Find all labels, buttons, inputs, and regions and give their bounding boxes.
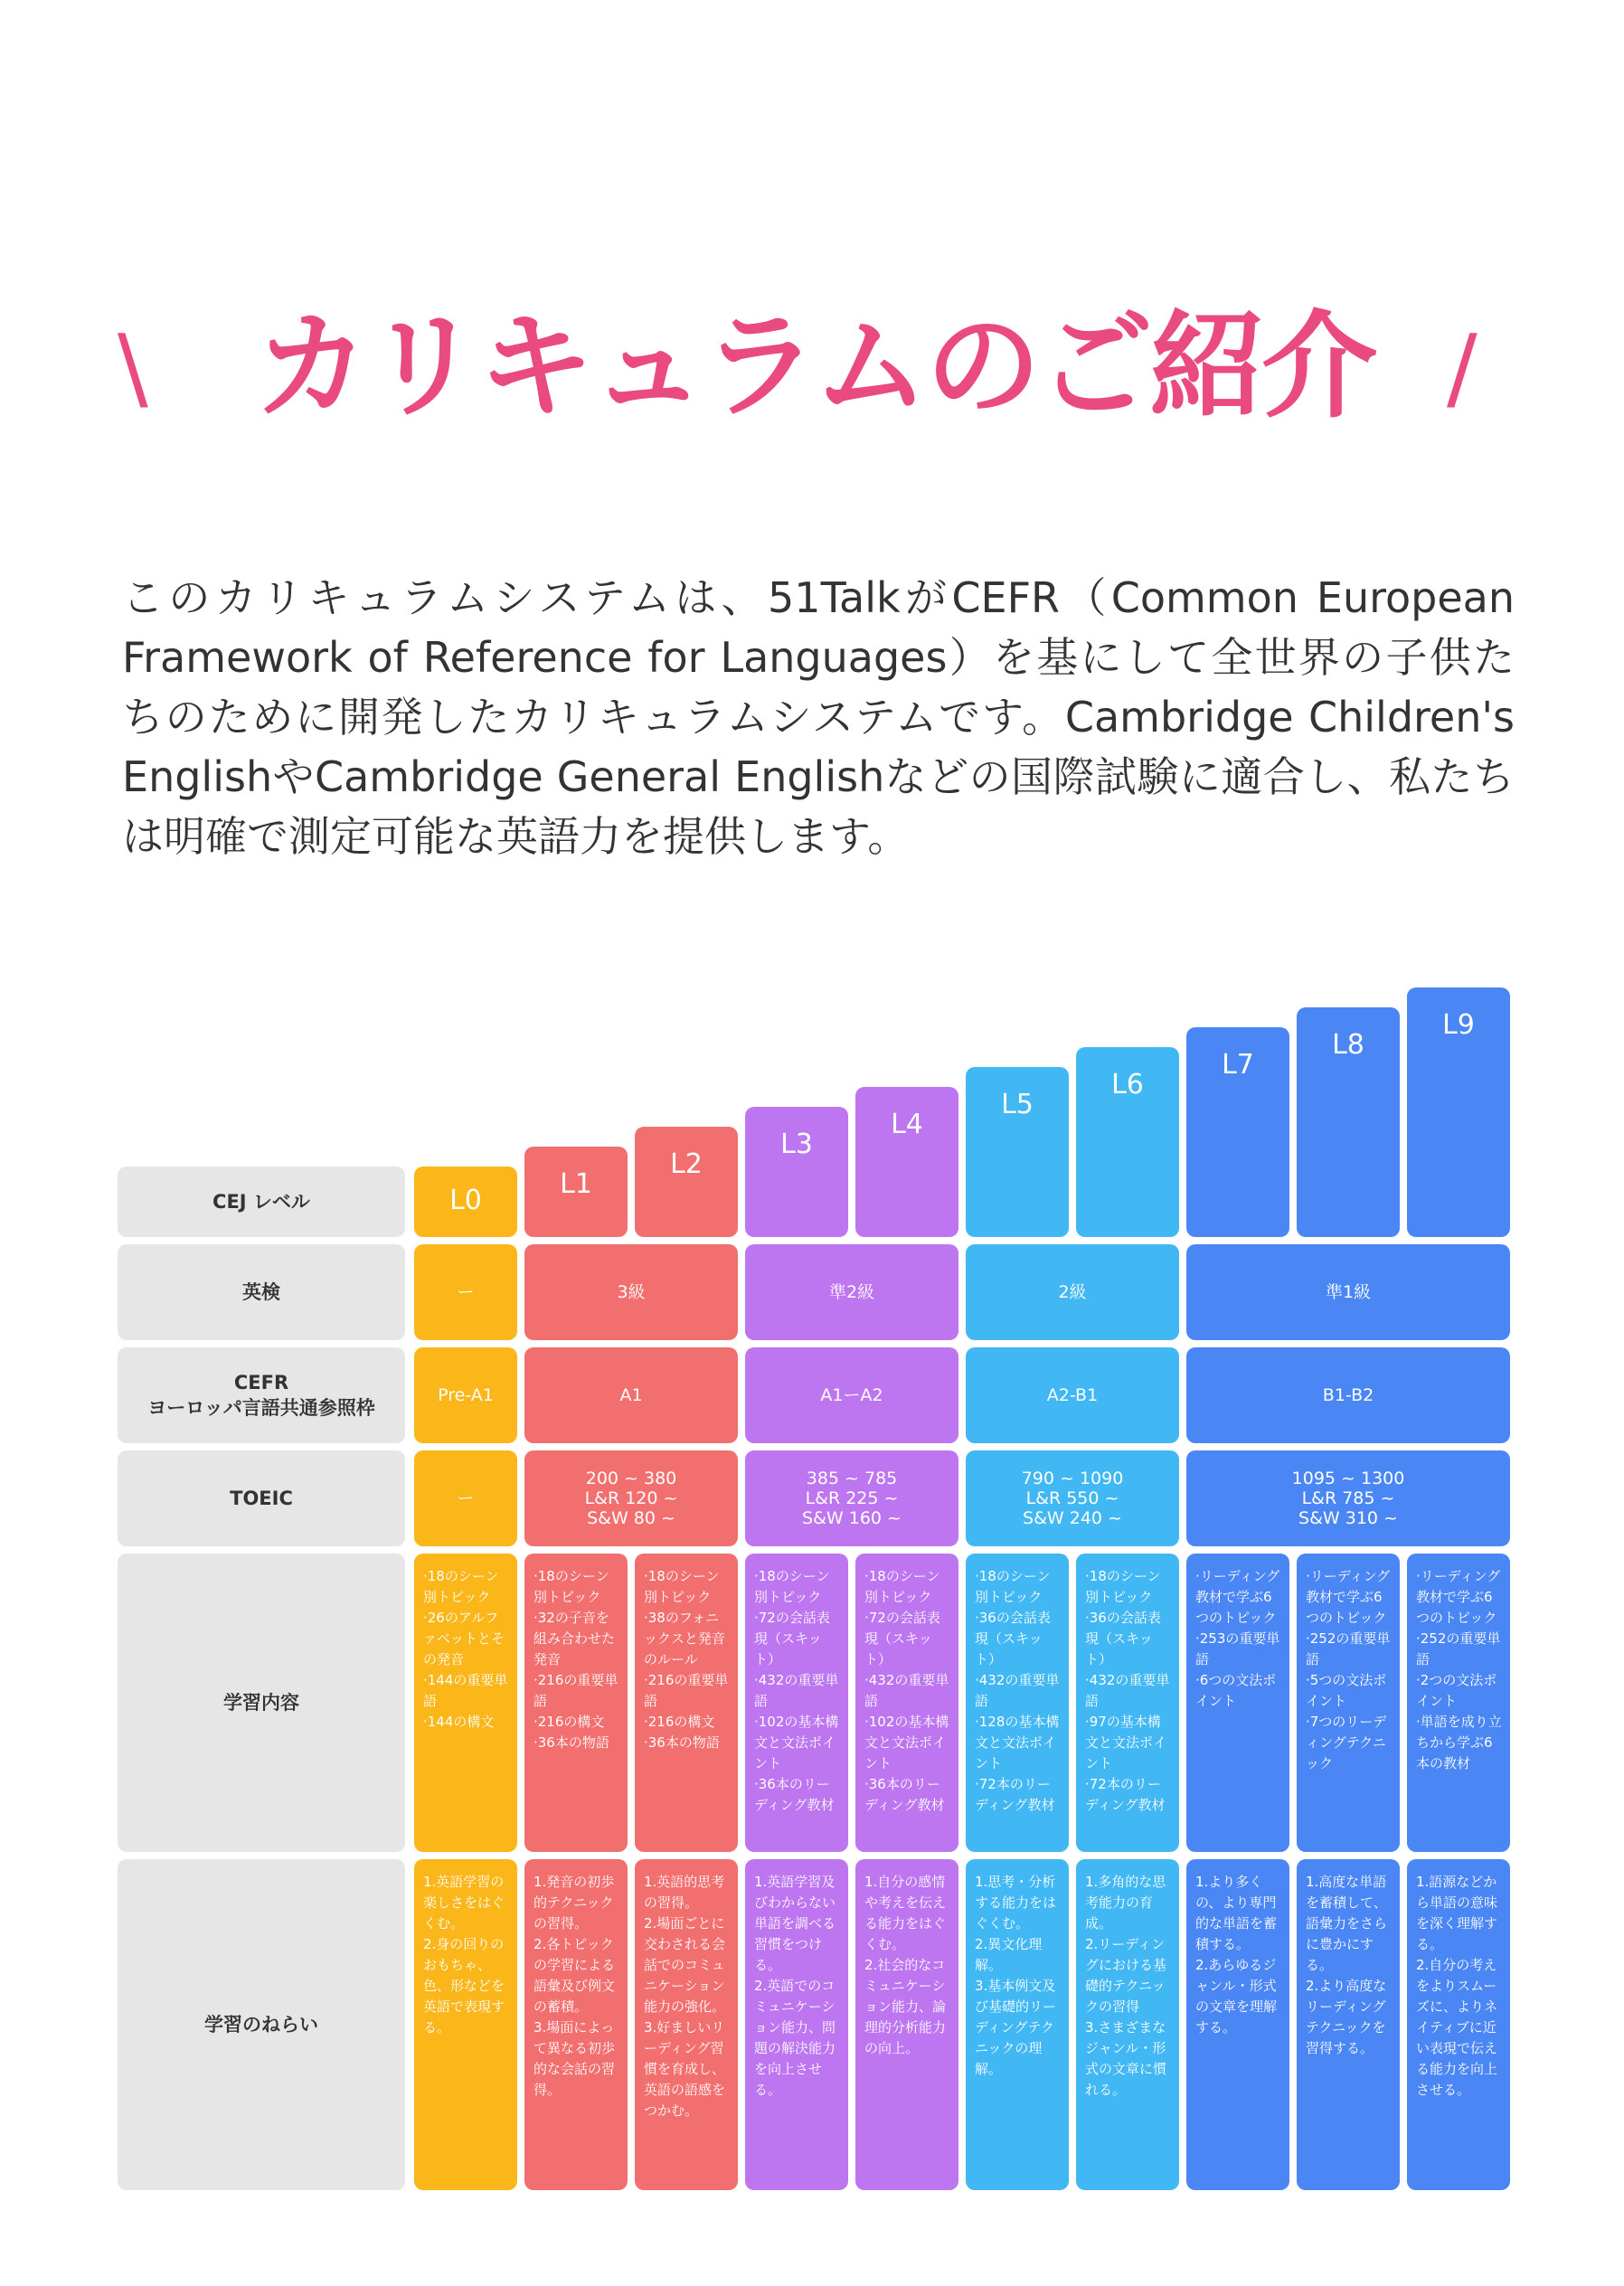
goal-cell-l2: 1.英語的思考の習得。 2.場面ごとに交わされる会話でのコミュニケーション能力の強化。 3.好ましいリーディング習慣を育成し、英語の語感をつかむ。 [635,1859,738,2190]
toeic-cell-l7-l9: 1095 ~ 1300 L&R 785 ~ S&W 310 ~ [1186,1450,1510,1546]
goal-cell-l6: 1.多角的な思考能力の育成。 2.リーディングにおける基礎的テクニックの習得 3.さまざまなジャンル・形式の文章に慣れる。 [1076,1859,1179,2190]
cefr-cell-l1-l2: A1 [524,1347,738,1443]
intro-paragraph: このカリキュラムシステムは、51TalkがCEFR（Common European Framework of Reference for Languages）を基にして全世界の子供たちのために開発したカリキュラムシステムです。Cambridge Children's EnglishやCambridge General Englishなどの国際試験に適合し、私たちは明確で測定可能な英語力を提供します。 [122,573,1515,861]
eiken-cell-l1-l2: 3級 [524,1244,738,1340]
level-header-l2: L2 [635,1127,738,1237]
level-header-l7: L7 [1186,1027,1289,1237]
level-header-l1: L1 [524,1147,628,1237]
cefr-cell-l5-l6: A2-B1 [966,1347,1179,1443]
goal-cell-l0: 1.英語学習の楽しさをはぐくむ。 2.身の回りのおもちゃ、色、形などを英語で表現する。 [414,1859,517,2190]
content-cell-l4: ·18のシーン別トピック ·72の会話表現（スキット） ·432の重要単語 ·102の基本構文と文法ポイント ·36本のリーディング教材 [855,1554,958,1852]
row-label-cefr: CEFR ヨーロッパ言語共通参照枠 [118,1347,405,1443]
content-cell-l6: ·18のシーン別トピック ·36の会話表現（スキット） ·432の重要単語 ·97の基本構文と文法ポイント ·72本のリーディング教材 [1076,1554,1179,1852]
level-header-l0: L0 [414,1167,517,1237]
row-label-toeic: TOEIC [118,1450,405,1546]
page-title: カリキュラムのご紹介 [253,298,1374,434]
content-cell-l3: ·18のシーン別トピック ·72の会話表現（スキット） ·432の重要単語 ·102の基本構文と文法ポイント ·36本のリーディング教材 [745,1554,848,1852]
level-header-l4: L4 [855,1087,958,1237]
level-header-l6: L6 [1076,1047,1179,1237]
heading-right-slash: / [1447,315,1478,420]
toeic-cell-l0: ー [414,1450,517,1546]
goal-cell-l7: 1.より多くの、より専門的な単語を蓄積する。 2.あらゆるジャンル・形式の文章を理解する。 [1186,1859,1289,2190]
content-cell-l2: ·18のシーン別トピック ·38のフォニックスと発音のルール ·216の重要単語 ·216の構文 ·36本の物語 [635,1554,738,1852]
row-label-content: 学習内容 [118,1554,405,1852]
goal-cell-l8: 1.高度な単語を蓄積して、語彙力をさらに豊かにする。 2.より高度なリーディングテクニックを習得する。 [1297,1859,1400,2190]
level-header-l9: L9 [1407,987,1510,1237]
eiken-cell-l5-l6: 2級 [966,1244,1179,1340]
eiken-cell-l7-l9: 準1級 [1186,1244,1510,1340]
toeic-cell-l5-l6: 790 ~ 1090 L&R 550 ~ S&W 240 ~ [966,1450,1179,1546]
eiken-cell-l0: ー [414,1244,517,1340]
content-cell-l0: ·18のシーン別トピック ·26のアルファベットとその発音 ·144の重要単語 ·144の構文 [414,1554,517,1852]
content-cell-l5: ·18のシーン別トピック ·36の会話表現（スキット） ·432の重要単語 ·128の基本構文と文法ポイント ·72本のリーディング教材 [966,1554,1069,1852]
goal-cell-l5: 1.思考・分析する能力をはぐくむ。 2.異文化理解。 3.基本例文及び基礎的リーディングテクニックの理解。 [966,1859,1069,2190]
content-cell-l7: ·リーディング教材で学ぶ6つのトピック ·253の重要単語 ·6つの文法ポイント [1186,1554,1289,1852]
goal-cell-l4: 1.自分の感情や考えを伝える能力をはぐくむ。 2.社会的なコミュニケーション能力、論理的分析能力の向上。 [855,1859,958,2190]
cefr-cell-l0: Pre-A1 [414,1347,517,1443]
level-header-l5: L5 [966,1067,1069,1237]
toeic-cell-l3-l4: 385 ~ 785 L&R 225 ~ S&W 160 ~ [745,1450,958,1546]
cefr-cell-l3-l4: A1ーA2 [745,1347,958,1443]
goal-cell-l9: 1.語源などから単語の意味を深く理解する。 2.自分の考えをよりスムーズに、よりネイティブに近い表現で伝える能力を向上させる。 [1407,1859,1510,2190]
content-cell-l1: ·18のシーン別トピック ·32の子音を組み合わせた発音 ·216の重要単語 ·216の構文 ·36本の物語 [524,1554,628,1852]
goal-cell-l3: 1.英語学習及びわからない単語を調べる習慣をつける。 2.英語でのコミュニケーション能力、問題の解決能力を向上させる。 [745,1859,848,2190]
level-header-l3: L3 [745,1107,848,1237]
row-label-goal: 学習のねらい [118,1859,405,2190]
content-cell-l9: ·リーディング教材で学ぶ6つのトピック ·252の重要単語 ·2つの文法ポイント ·単語を成り立ちから学ぶ6本の教材 [1407,1554,1510,1852]
heading-left-slash: \ [118,315,148,420]
goal-cell-l1: 1.発音の初歩的テクニックの習得。 2.各トピックの学習による語彙及び例文の蓄積。 3.場面によって異なる初歩的な会話の習得。 [524,1859,628,2190]
level-header-l8: L8 [1297,1007,1400,1237]
toeic-cell-l1-l2: 200 ~ 380 L&R 120 ~ S&W 80 ~ [524,1450,738,1546]
eiken-cell-l3-l4: 準2級 [745,1244,958,1340]
content-cell-l8: ·リーディング教材で学ぶ6つのトピック ·252の重要単語 ·5つの文法ポイント ·7つのリーディングテクニック [1297,1554,1400,1852]
row-label-eiken: 英検 [118,1244,405,1340]
cefr-cell-l7-l9: B1-B2 [1186,1347,1510,1443]
row-label-cej: CEJ レベル [118,1167,405,1237]
